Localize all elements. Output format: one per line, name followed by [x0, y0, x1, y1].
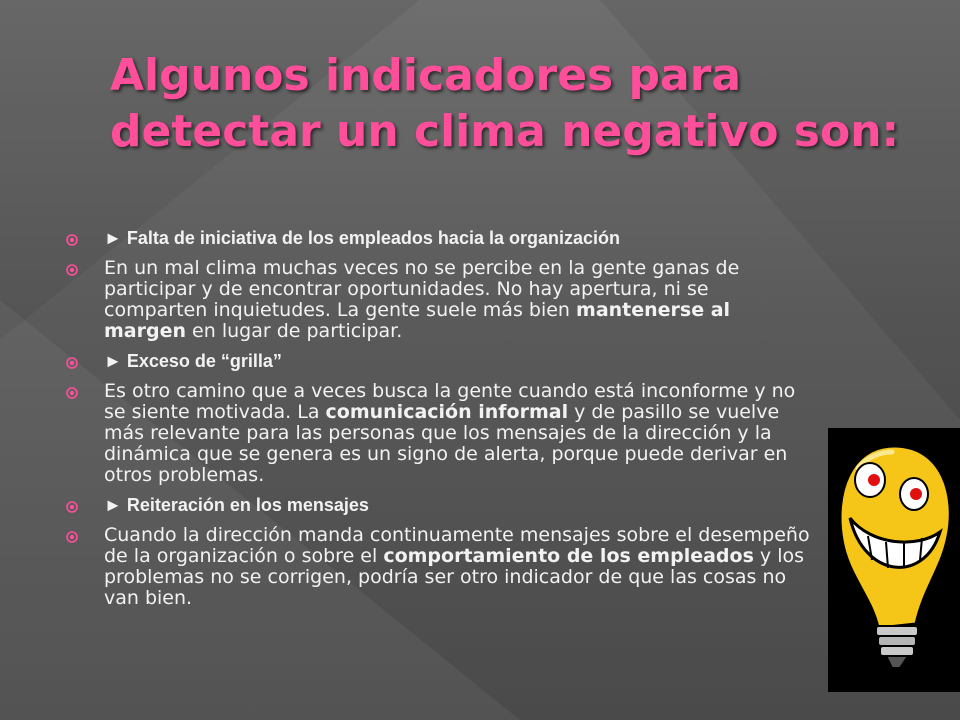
- circled-dot-icon: [62, 501, 82, 513]
- bullet-body: [62, 525, 810, 609]
- bullet-heading: [62, 495, 810, 516]
- bullet-heading-text: ► Reiteración en los mensajes: [104, 495, 369, 515]
- circled-dot-icon: [62, 387, 82, 399]
- circled-dot-icon: [62, 531, 82, 543]
- circled-dot-icon: [62, 234, 82, 246]
- bullet-body: [62, 381, 810, 486]
- bullet-heading-text: ► Exceso de “grilla”: [104, 351, 282, 371]
- bullet-heading-text: ► Falta de iniciativa de los empleados hacia la organización: [104, 228, 620, 248]
- bullet-body-text: Cuando la dirección manda continuamente mensajes sobre el desempeño de la organización o sobre el comportamiento de los empleados y los problemas no se corrigen, podría ser otro indicador de que las cosas no van bien.: [104, 524, 810, 609]
- smiling-lightbulb-icon: [828, 428, 960, 692]
- slide-title: Algunos indicadores para detectar un clima negativo son:: [110, 50, 900, 157]
- bullet-heading: [62, 351, 810, 372]
- bullet-heading: [62, 228, 810, 249]
- circled-dot-icon: [62, 264, 82, 276]
- lightbulb-image: [828, 428, 960, 692]
- bullet-body: [62, 258, 810, 342]
- bullet-list: [62, 228, 810, 618]
- bullet-body-text: En un mal clima muchas veces no se percibe en la gente ganas de participar y de encontrar oportunidades. No hay apertura, ni se comparten inquietudes. La gente suele más bien mantenerse al margen en lugar de participar.: [104, 257, 740, 342]
- bullet-body-text: Es otro camino que a veces busca la gente cuando está inconforme y no se siente motivada. La comunicación informal y de pasillo se vuelve más relevante para las personas que los mensajes de la dirección y la dinámica que se genera es un signo de alerta, porque puede derivar en otros problemas.: [104, 380, 796, 486]
- circled-dot-icon: [62, 357, 82, 369]
